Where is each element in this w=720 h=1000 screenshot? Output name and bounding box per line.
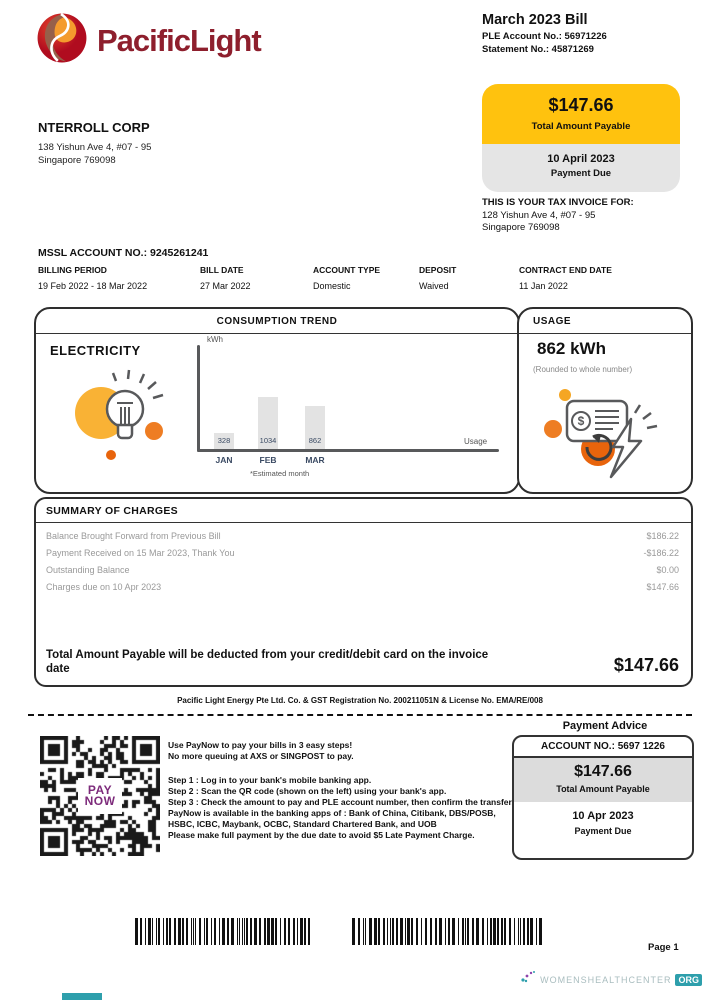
tax-invoice-block [482, 197, 634, 235]
consumption-trend-panel [34, 307, 520, 494]
paynow-qr-code [40, 736, 160, 856]
customer-block [38, 120, 151, 167]
total-payable-amount: $147.66 [613, 655, 679, 675]
lightbulb-icon [54, 361, 184, 478]
billing-period-label: BILLING PERIOD [38, 265, 107, 275]
paynow-logo-bottom: NOW [84, 794, 116, 808]
slip-amount-label: Total Amount Payable [556, 784, 650, 794]
brand-name: PacificLight [97, 22, 261, 58]
barcode-right [352, 918, 547, 945]
payment-slip [512, 735, 694, 860]
tax-invoice-title: THIS IS YOUR TAX INVOICE FOR: [482, 197, 634, 208]
chart-x-axis-label: Usage [464, 437, 488, 446]
contract-end-label: CONTRACT END DATE [519, 265, 612, 275]
billing-period-col [38, 265, 200, 291]
paynow-logo-top: PAY [87, 783, 113, 797]
deposit-value: Waived [419, 281, 449, 291]
chart-x-axis [197, 449, 499, 452]
paynow-banks-line: PayNow is available in the banking apps of : Bank of China, Citibank, DBS/POSB, HSBC, ICBC, Maybank, OCBC, Standard Chartered Bank, and UOB [168, 808, 496, 829]
charge-label: Balance Brought Forward from Previous Bill [46, 531, 221, 541]
tax-invoice-address-line1: 128 Yishun Ave 4, #07 - 95 [482, 209, 596, 221]
month-label-feb: FEB [259, 455, 277, 465]
paynow-steps [168, 775, 514, 808]
tax-invoice-address-line2: Singapore 769098 [482, 222, 560, 233]
charges-divider [36, 522, 691, 523]
svg-text:$: $ [577, 414, 585, 428]
paynow-step-3: Step 3 : Check the amount to pay and PLE account number, then confirm the transfer. [168, 797, 514, 807]
paynow-instructions [168, 740, 514, 841]
estimated-month-note: *Estimated month [250, 469, 310, 478]
charge-amount: $147.66 [646, 582, 679, 592]
month-label-jan: JAN [215, 455, 233, 465]
bill-date-col [200, 265, 313, 291]
paynow-logo [78, 778, 122, 814]
usage-title: USAGE [519, 309, 691, 334]
mssl-account-line: MSSL ACCOUNT NO.: 9245261241 [38, 247, 209, 259]
bar-value-mar: 862 [308, 436, 322, 445]
charge-label: Outstanding Balance [46, 565, 130, 575]
bottom-edge-watermark-fragment [62, 993, 102, 1000]
payment-advice-title: Payment Advice [562, 720, 648, 732]
usage-rounded-note: (Rounded to whole number) [533, 365, 633, 374]
bar-value-feb: 1034 [259, 436, 277, 445]
charge-row [46, 528, 679, 545]
chart-y-axis-label: kWh [207, 335, 223, 344]
deposit-label: DEPOSIT [419, 265, 457, 275]
contract-end-value: 11 Jan 2022 [519, 281, 568, 291]
paynow-step-2: Step 2 : Scan the QR code (shown on the left) using your bank's app. [168, 786, 447, 796]
page-number: Page 1 [648, 942, 679, 953]
slip-amount-band [514, 758, 692, 802]
usage-value: 862 kWh [537, 339, 606, 358]
billing-period-value: 19 Feb 2022 - 18 Mar 2022 [38, 281, 148, 291]
customer-name: NTERROLL CORP [38, 120, 150, 135]
account-type-label: ACCOUNT TYPE [313, 265, 381, 275]
paynow-intro-1: Use PayNow to pay your bills in 3 easy steps! [168, 740, 353, 750]
total-amount: $147.66 [548, 95, 614, 115]
slip-due-section [514, 802, 692, 844]
customer-address-line1: 138 Yishun Ave 4, #07 - 95 [38, 142, 152, 153]
payment-due-label: Payment Due [550, 168, 612, 179]
tear-off-dashed-line [28, 714, 692, 716]
watermark-dots-icon [520, 970, 536, 989]
account-type-value: Domestic [313, 281, 351, 291]
month-label-mar: MAR [305, 455, 325, 465]
charge-row [46, 579, 679, 596]
company-registration-line: Pacific Light Energy Pte Ltd. Co. & GST Registration No. 200211051N & License No. EMA/RE/008 [177, 696, 543, 705]
customer-address-line2: Singapore 769098 [38, 155, 116, 166]
account-type-col [313, 265, 419, 291]
watermark-text: WOMENSHEALTHCENTER [540, 974, 672, 985]
bar-value-jan: 328 [217, 436, 231, 445]
charge-amount: $0.00 [656, 565, 679, 575]
summary-of-charges-panel [34, 497, 693, 687]
amount-due-top [482, 84, 680, 144]
charge-row [46, 545, 679, 562]
total-payable-row [46, 648, 679, 676]
charge-row [46, 562, 679, 579]
slip-account-number: ACCOUNT NO.: 5697 1226 [514, 737, 692, 758]
barcode-left [135, 918, 315, 945]
total-payable-note: Total Amount Payable will be deducted from your credit/debit card on the invoice date [46, 649, 489, 675]
charges-rows [46, 528, 679, 596]
payment-due-bottom [482, 144, 680, 192]
pacificlight-logo [36, 12, 261, 69]
charge-amount: -$186.22 [643, 548, 679, 558]
statement-number-line: Statement No.: 45871269 [482, 44, 594, 55]
slip-due-label: Payment Due [574, 826, 632, 836]
summary-of-charges-title: SUMMARY OF CHARGES [46, 505, 178, 517]
billing-info-row [38, 265, 686, 291]
paynow-step-1: Step 1 : Log in to your bank's mobile banking app. [168, 775, 372, 785]
bill-lightning-icon [543, 385, 663, 490]
paynow-intro-2: No more queuing at AXS or SINGPOST to pay. [168, 751, 354, 761]
slip-due-date: 10 Apr 2023 [572, 810, 634, 822]
consumption-trend-title: CONSUMPTION TREND [36, 309, 518, 334]
total-amount-label: Total Amount Payable [531, 121, 631, 132]
amount-due-box [482, 84, 680, 192]
slip-amount: $147.66 [574, 763, 632, 780]
electricity-label: ELECTRICITY [50, 343, 141, 358]
deposit-col [419, 265, 519, 291]
watermark-org-badge: ORG [675, 974, 702, 986]
charge-label: Charges due on 10 Apr 2023 [46, 582, 162, 592]
bill-date-label: BILL DATE [200, 265, 244, 275]
late-payment-warning: Please make full payment by the due date to avoid $5 Late Payment Charge. [168, 830, 475, 840]
bill-date-value: 27 Mar 2022 [200, 281, 251, 291]
charge-amount: $186.22 [646, 531, 679, 541]
bill-title: March 2023 Bill [482, 12, 588, 28]
watermark [520, 970, 702, 989]
usage-panel [517, 307, 693, 494]
account-number-line: PLE Account No.: 56971226 [482, 31, 607, 42]
pacificlight-logo-icon [36, 12, 88, 69]
payment-due-date: 10 April 2023 [547, 153, 615, 165]
bill-meta [482, 14, 607, 56]
contract-end-col [519, 265, 679, 291]
chart-y-axis [197, 345, 200, 452]
charge-label: Payment Received on 15 Mar 2023, Thank You [46, 548, 235, 558]
customer-address [38, 141, 151, 167]
